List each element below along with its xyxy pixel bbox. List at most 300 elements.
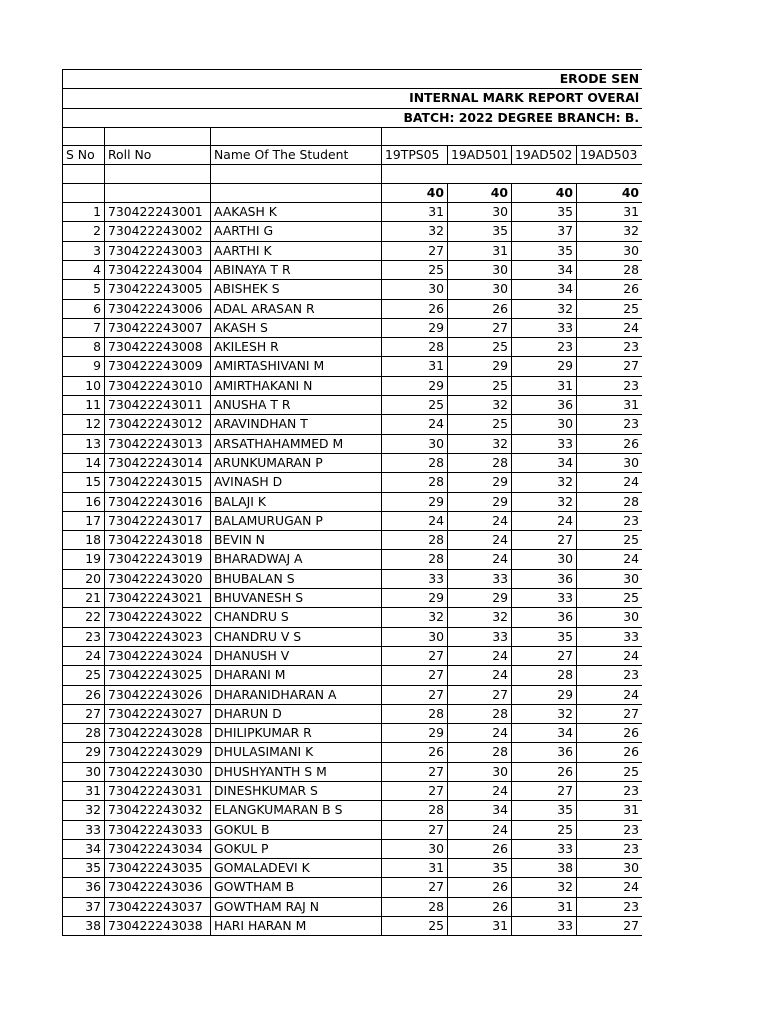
student-roll-no: 730422243015 xyxy=(105,473,211,492)
student-sno: 6 xyxy=(63,299,105,318)
table-row xyxy=(63,781,643,800)
student-sno: 15 xyxy=(63,473,105,492)
student-sno: 31 xyxy=(63,781,105,800)
student-mark-subject-2: 31 xyxy=(448,917,512,936)
student-mark-subject-2: 31 xyxy=(448,241,512,260)
student-mark-subject-2: 27 xyxy=(448,318,512,337)
student-mark-subject-1: 28 xyxy=(382,531,448,550)
student-mark-subject-2: 25 xyxy=(448,415,512,434)
student-roll-no: 730422243002 xyxy=(105,222,211,241)
student-mark-subject-4: 24 xyxy=(577,550,643,569)
table-row xyxy=(63,415,643,434)
student-mark-subject-4: 23 xyxy=(577,376,643,395)
student-sno: 1 xyxy=(63,203,105,222)
student-roll-no: 730422243021 xyxy=(105,589,211,608)
student-roll-no: 730422243037 xyxy=(105,897,211,916)
student-mark-subject-1: 28 xyxy=(382,704,448,723)
student-sno: 35 xyxy=(63,859,105,878)
student-mark-subject-3: 27 xyxy=(512,781,577,800)
student-name: BHUBALAN S xyxy=(211,569,382,588)
student-name: AARTHI G xyxy=(211,222,382,241)
student-mark-subject-1: 28 xyxy=(382,473,448,492)
student-mark-subject-4: 25 xyxy=(577,762,643,781)
student-name: DHARANIDHARAN A xyxy=(211,685,382,704)
student-mark-subject-1: 26 xyxy=(382,299,448,318)
table-row xyxy=(63,685,643,704)
student-roll-no: 730422243025 xyxy=(105,666,211,685)
student-roll-no: 730422243035 xyxy=(105,859,211,878)
student-mark-subject-2: 32 xyxy=(448,396,512,415)
student-mark-subject-4: 30 xyxy=(577,453,643,472)
student-roll-no: 730422243033 xyxy=(105,820,211,839)
student-sno: 17 xyxy=(63,511,105,530)
student-roll-no: 730422243036 xyxy=(105,878,211,897)
student-mark-subject-1: 28 xyxy=(382,453,448,472)
student-sno: 33 xyxy=(63,820,105,839)
max-marks-row xyxy=(63,183,643,202)
table-row xyxy=(63,434,643,453)
student-name: DHARUN D xyxy=(211,704,382,723)
batch-info: BATCH: 2022 DEGREE BRANCH: B. xyxy=(63,108,643,127)
student-mark-subject-4: 25 xyxy=(577,531,643,550)
student-mark-subject-2: 24 xyxy=(448,666,512,685)
table-row xyxy=(63,357,643,376)
table-row xyxy=(63,299,643,318)
max-mark-subject-4: 40 xyxy=(577,183,643,202)
student-name: AVINASH D xyxy=(211,473,382,492)
max-mark-subject-1: 40 xyxy=(382,183,448,202)
student-mark-subject-1: 29 xyxy=(382,589,448,608)
student-sno: 27 xyxy=(63,704,105,723)
student-mark-subject-1: 28 xyxy=(382,338,448,357)
student-mark-subject-3: 27 xyxy=(512,531,577,550)
student-mark-subject-1: 27 xyxy=(382,878,448,897)
student-mark-subject-1: 30 xyxy=(382,280,448,299)
student-mark-subject-1: 24 xyxy=(382,511,448,530)
table-row xyxy=(63,704,643,723)
student-mark-subject-4: 31 xyxy=(577,801,643,820)
student-name: GOMALADEVI K xyxy=(211,859,382,878)
student-roll-no: 730422243019 xyxy=(105,550,211,569)
student-mark-subject-3: 30 xyxy=(512,550,577,569)
student-name: AMIRTASHIVANI M xyxy=(211,357,382,376)
student-sno: 11 xyxy=(63,396,105,415)
student-roll-no: 730422243020 xyxy=(105,569,211,588)
student-mark-subject-2: 25 xyxy=(448,376,512,395)
student-mark-subject-2: 24 xyxy=(448,724,512,743)
student-sno: 37 xyxy=(63,897,105,916)
student-mark-subject-2: 32 xyxy=(448,608,512,627)
title-row-2 xyxy=(63,89,643,108)
student-mark-subject-3: 34 xyxy=(512,724,577,743)
table-row xyxy=(63,820,643,839)
student-mark-subject-1: 29 xyxy=(382,724,448,743)
student-mark-subject-2: 26 xyxy=(448,299,512,318)
student-name: DHILIPKUMAR R xyxy=(211,724,382,743)
col-header-subject-4: 19AD503 xyxy=(577,146,643,165)
student-mark-subject-4: 28 xyxy=(577,492,643,511)
student-mark-subject-2: 27 xyxy=(448,685,512,704)
student-name: ADAL ARASAN R xyxy=(211,299,382,318)
student-name: ARUNKUMARAN P xyxy=(211,453,382,472)
student-sno: 26 xyxy=(63,685,105,704)
table-row xyxy=(63,801,643,820)
student-mark-subject-2: 35 xyxy=(448,222,512,241)
student-mark-subject-3: 32 xyxy=(512,473,577,492)
student-name: BHUVANESH S xyxy=(211,589,382,608)
student-sno: 36 xyxy=(63,878,105,897)
student-mark-subject-2: 24 xyxy=(448,820,512,839)
table-row xyxy=(63,666,643,685)
student-mark-subject-1: 29 xyxy=(382,492,448,511)
student-roll-no: 730422243006 xyxy=(105,299,211,318)
student-mark-subject-3: 35 xyxy=(512,241,577,260)
student-roll-no: 730422243034 xyxy=(105,839,211,858)
student-mark-subject-3: 32 xyxy=(512,299,577,318)
table-row xyxy=(63,511,643,530)
report-subtitle: INTERNAL MARK REPORT OVERAl xyxy=(63,89,643,108)
student-name: ARSATHAHAMMED M xyxy=(211,434,382,453)
table-row xyxy=(63,878,643,897)
column-header-row xyxy=(63,146,643,165)
student-name: ABINAYA T R xyxy=(211,260,382,279)
table-row xyxy=(63,222,643,241)
student-sno: 18 xyxy=(63,531,105,550)
student-sno: 7 xyxy=(63,318,105,337)
table-row xyxy=(63,608,643,627)
student-mark-subject-1: 28 xyxy=(382,550,448,569)
student-mark-subject-3: 29 xyxy=(512,685,577,704)
student-mark-subject-2: 26 xyxy=(448,839,512,858)
student-mark-subject-3: 28 xyxy=(512,666,577,685)
student-mark-subject-4: 27 xyxy=(577,357,643,376)
student-name: GOKUL P xyxy=(211,839,382,858)
student-mark-subject-4: 23 xyxy=(577,511,643,530)
student-mark-subject-3: 35 xyxy=(512,627,577,646)
student-mark-subject-2: 25 xyxy=(448,338,512,357)
student-mark-subject-2: 24 xyxy=(448,550,512,569)
student-sno: 16 xyxy=(63,492,105,511)
student-mark-subject-4: 33 xyxy=(577,627,643,646)
student-mark-subject-2: 30 xyxy=(448,260,512,279)
table-row xyxy=(63,897,643,916)
student-mark-subject-4: 27 xyxy=(577,704,643,723)
mark-report-table xyxy=(62,69,642,936)
student-sno: 9 xyxy=(63,357,105,376)
student-mark-subject-2: 29 xyxy=(448,492,512,511)
student-mark-subject-1: 28 xyxy=(382,897,448,916)
max-mark-subject-2: 40 xyxy=(448,183,512,202)
student-mark-subject-2: 29 xyxy=(448,589,512,608)
title-row-3 xyxy=(63,108,643,127)
student-mark-subject-3: 34 xyxy=(512,453,577,472)
student-sno: 30 xyxy=(63,762,105,781)
student-sno: 28 xyxy=(63,724,105,743)
student-mark-subject-3: 26 xyxy=(512,762,577,781)
table-row xyxy=(63,627,643,646)
student-roll-no: 730422243016 xyxy=(105,492,211,511)
title-row-1 xyxy=(63,70,643,89)
student-name: ABISHEK S xyxy=(211,280,382,299)
student-roll-no: 730422243029 xyxy=(105,743,211,762)
student-mark-subject-4: 23 xyxy=(577,820,643,839)
student-mark-subject-1: 27 xyxy=(382,685,448,704)
student-name: AARTHI K xyxy=(211,241,382,260)
col-header-name: Name Of The Student xyxy=(211,146,382,165)
student-mark-subject-3: 37 xyxy=(512,222,577,241)
student-name: DHARANI M xyxy=(211,666,382,685)
table-row xyxy=(63,646,643,665)
student-mark-subject-3: 34 xyxy=(512,260,577,279)
student-sno: 13 xyxy=(63,434,105,453)
student-mark-subject-1: 31 xyxy=(382,357,448,376)
student-mark-subject-3: 25 xyxy=(512,820,577,839)
student-mark-subject-2: 26 xyxy=(448,897,512,916)
student-mark-subject-4: 23 xyxy=(577,338,643,357)
student-sno: 34 xyxy=(63,839,105,858)
student-mark-subject-4: 30 xyxy=(577,608,643,627)
student-sno: 21 xyxy=(63,589,105,608)
student-roll-no: 730422243001 xyxy=(105,203,211,222)
student-sno: 22 xyxy=(63,608,105,627)
student-mark-subject-4: 23 xyxy=(577,897,643,916)
student-mark-subject-3: 32 xyxy=(512,704,577,723)
student-mark-subject-1: 33 xyxy=(382,569,448,588)
student-sno: 14 xyxy=(63,453,105,472)
student-mark-subject-1: 25 xyxy=(382,396,448,415)
student-mark-subject-1: 27 xyxy=(382,666,448,685)
student-mark-subject-4: 26 xyxy=(577,280,643,299)
student-roll-no: 730422243007 xyxy=(105,318,211,337)
student-mark-subject-3: 34 xyxy=(512,280,577,299)
student-mark-subject-2: 24 xyxy=(448,646,512,665)
student-roll-no: 730422243032 xyxy=(105,801,211,820)
student-mark-subject-4: 31 xyxy=(577,203,643,222)
student-sno: 12 xyxy=(63,415,105,434)
student-mark-subject-1: 32 xyxy=(382,608,448,627)
student-sno: 23 xyxy=(63,627,105,646)
student-name: DHANUSH V xyxy=(211,646,382,665)
student-sno: 8 xyxy=(63,338,105,357)
student-mark-subject-2: 32 xyxy=(448,434,512,453)
student-roll-no: 730422243026 xyxy=(105,685,211,704)
student-mark-subject-2: 24 xyxy=(448,531,512,550)
student-sno: 32 xyxy=(63,801,105,820)
student-mark-subject-3: 30 xyxy=(512,415,577,434)
student-roll-no: 730422243003 xyxy=(105,241,211,260)
student-roll-no: 730422243024 xyxy=(105,646,211,665)
student-mark-subject-4: 23 xyxy=(577,415,643,434)
student-mark-subject-2: 35 xyxy=(448,859,512,878)
student-roll-no: 730422243038 xyxy=(105,917,211,936)
student-mark-subject-1: 25 xyxy=(382,917,448,936)
student-mark-subject-1: 30 xyxy=(382,839,448,858)
student-name: GOWTHAM B xyxy=(211,878,382,897)
student-sno: 3 xyxy=(63,241,105,260)
student-sno: 29 xyxy=(63,743,105,762)
student-roll-no: 730422243004 xyxy=(105,260,211,279)
student-name: AKASH S xyxy=(211,318,382,337)
student-mark-subject-3: 38 xyxy=(512,859,577,878)
table-row xyxy=(63,473,643,492)
student-mark-subject-3: 31 xyxy=(512,897,577,916)
table-row xyxy=(63,260,643,279)
student-mark-subject-4: 31 xyxy=(577,396,643,415)
student-mark-subject-1: 31 xyxy=(382,203,448,222)
student-mark-subject-4: 25 xyxy=(577,299,643,318)
student-mark-subject-4: 24 xyxy=(577,473,643,492)
student-mark-subject-2: 28 xyxy=(448,743,512,762)
student-mark-subject-2: 30 xyxy=(448,203,512,222)
student-roll-no: 730422243005 xyxy=(105,280,211,299)
table-row xyxy=(63,550,643,569)
student-mark-subject-3: 23 xyxy=(512,338,577,357)
student-mark-subject-3: 24 xyxy=(512,511,577,530)
student-mark-subject-3: 27 xyxy=(512,646,577,665)
student-mark-subject-4: 23 xyxy=(577,666,643,685)
student-roll-no: 730422243014 xyxy=(105,453,211,472)
student-name: DHUSHYANTH S M xyxy=(211,762,382,781)
student-name: AAKASH K xyxy=(211,203,382,222)
table-row xyxy=(63,531,643,550)
student-mark-subject-1: 27 xyxy=(382,762,448,781)
student-mark-subject-1: 25 xyxy=(382,260,448,279)
table-row xyxy=(63,743,643,762)
student-mark-subject-2: 24 xyxy=(448,781,512,800)
table-row xyxy=(63,376,643,395)
student-mark-subject-3: 33 xyxy=(512,839,577,858)
student-name: ELANGKUMARAN B S xyxy=(211,801,382,820)
student-sno: 38 xyxy=(63,917,105,936)
student-mark-subject-3: 36 xyxy=(512,396,577,415)
student-mark-subject-1: 29 xyxy=(382,376,448,395)
student-mark-subject-3: 32 xyxy=(512,878,577,897)
student-mark-subject-2: 29 xyxy=(448,357,512,376)
student-mark-subject-4: 30 xyxy=(577,241,643,260)
col-header-roll: Roll No xyxy=(105,146,211,165)
student-mark-subject-2: 26 xyxy=(448,878,512,897)
student-mark-subject-4: 26 xyxy=(577,434,643,453)
spacer-row-mid xyxy=(63,165,643,183)
student-mark-subject-1: 27 xyxy=(382,241,448,260)
student-sno: 5 xyxy=(63,280,105,299)
student-name: GOKUL B xyxy=(211,820,382,839)
student-mark-subject-4: 24 xyxy=(577,318,643,337)
student-mark-subject-4: 23 xyxy=(577,781,643,800)
table-row xyxy=(63,280,643,299)
student-roll-no: 730422243011 xyxy=(105,396,211,415)
student-mark-subject-3: 33 xyxy=(512,917,577,936)
student-roll-no: 730422243012 xyxy=(105,415,211,434)
table-row xyxy=(63,589,643,608)
student-mark-subject-3: 33 xyxy=(512,318,577,337)
student-sno: 10 xyxy=(63,376,105,395)
student-mark-subject-2: 28 xyxy=(448,453,512,472)
student-mark-subject-4: 24 xyxy=(577,646,643,665)
table-row xyxy=(63,203,643,222)
mark-report-sheet xyxy=(62,69,642,941)
max-mark-subject-3: 40 xyxy=(512,183,577,202)
student-roll-no: 730422243027 xyxy=(105,704,211,723)
student-mark-subject-4: 26 xyxy=(577,724,643,743)
col-header-subject-1: 19TPS05 xyxy=(382,146,448,165)
student-mark-subject-1: 28 xyxy=(382,801,448,820)
student-mark-subject-4: 24 xyxy=(577,685,643,704)
report-title: ERODE SEN xyxy=(63,70,643,89)
table-row xyxy=(63,396,643,415)
table-row xyxy=(63,917,643,936)
student-mark-subject-3: 33 xyxy=(512,434,577,453)
student-mark-subject-2: 30 xyxy=(448,762,512,781)
student-name: AKILESH R xyxy=(211,338,382,357)
student-name: GOWTHAM RAJ N xyxy=(211,897,382,916)
student-mark-subject-3: 36 xyxy=(512,743,577,762)
student-name: ANUSHA T R xyxy=(211,396,382,415)
student-mark-subject-2: 33 xyxy=(448,569,512,588)
student-name: BALAMURUGAN P xyxy=(211,511,382,530)
student-roll-no: 730422243028 xyxy=(105,724,211,743)
student-mark-subject-1: 31 xyxy=(382,859,448,878)
student-mark-subject-1: 27 xyxy=(382,781,448,800)
table-row xyxy=(63,492,643,511)
student-mark-subject-4: 32 xyxy=(577,222,643,241)
student-name: DHULASIMANI K xyxy=(211,743,382,762)
student-mark-subject-2: 24 xyxy=(448,511,512,530)
student-mark-subject-2: 28 xyxy=(448,704,512,723)
table-row xyxy=(63,241,643,260)
student-mark-subject-3: 29 xyxy=(512,357,577,376)
student-roll-no: 730422243010 xyxy=(105,376,211,395)
student-mark-subject-3: 32 xyxy=(512,492,577,511)
student-roll-no: 730422243018 xyxy=(105,531,211,550)
student-mark-subject-1: 30 xyxy=(382,627,448,646)
student-roll-no: 730422243008 xyxy=(105,338,211,357)
student-sno: 19 xyxy=(63,550,105,569)
spacer-row-top xyxy=(63,127,643,145)
student-roll-no: 730422243023 xyxy=(105,627,211,646)
student-mark-subject-4: 27 xyxy=(577,917,643,936)
student-mark-subject-3: 31 xyxy=(512,376,577,395)
table-row xyxy=(63,453,643,472)
student-mark-subject-4: 24 xyxy=(577,878,643,897)
student-mark-subject-3: 35 xyxy=(512,801,577,820)
student-mark-subject-2: 34 xyxy=(448,801,512,820)
col-header-sno: S No xyxy=(63,146,105,165)
student-name: BHARADWAJ A xyxy=(211,550,382,569)
student-mark-subject-1: 26 xyxy=(382,743,448,762)
table-row xyxy=(63,762,643,781)
student-name: BALAJI K xyxy=(211,492,382,511)
student-name: BEVIN N xyxy=(211,531,382,550)
col-header-subject-2: 19AD501 xyxy=(448,146,512,165)
student-name: CHANDRU S xyxy=(211,608,382,627)
student-mark-subject-3: 36 xyxy=(512,569,577,588)
table-row xyxy=(63,318,643,337)
student-mark-subject-4: 25 xyxy=(577,589,643,608)
student-roll-no: 730422243013 xyxy=(105,434,211,453)
student-sno: 2 xyxy=(63,222,105,241)
student-sno: 25 xyxy=(63,666,105,685)
table-row xyxy=(63,839,643,858)
student-mark-subject-4: 28 xyxy=(577,260,643,279)
student-mark-subject-1: 27 xyxy=(382,820,448,839)
col-header-subject-3: 19AD502 xyxy=(512,146,577,165)
student-mark-subject-1: 32 xyxy=(382,222,448,241)
student-sno: 4 xyxy=(63,260,105,279)
student-name: ARAVINDHAN T xyxy=(211,415,382,434)
student-mark-subject-3: 36 xyxy=(512,608,577,627)
table-row xyxy=(63,569,643,588)
